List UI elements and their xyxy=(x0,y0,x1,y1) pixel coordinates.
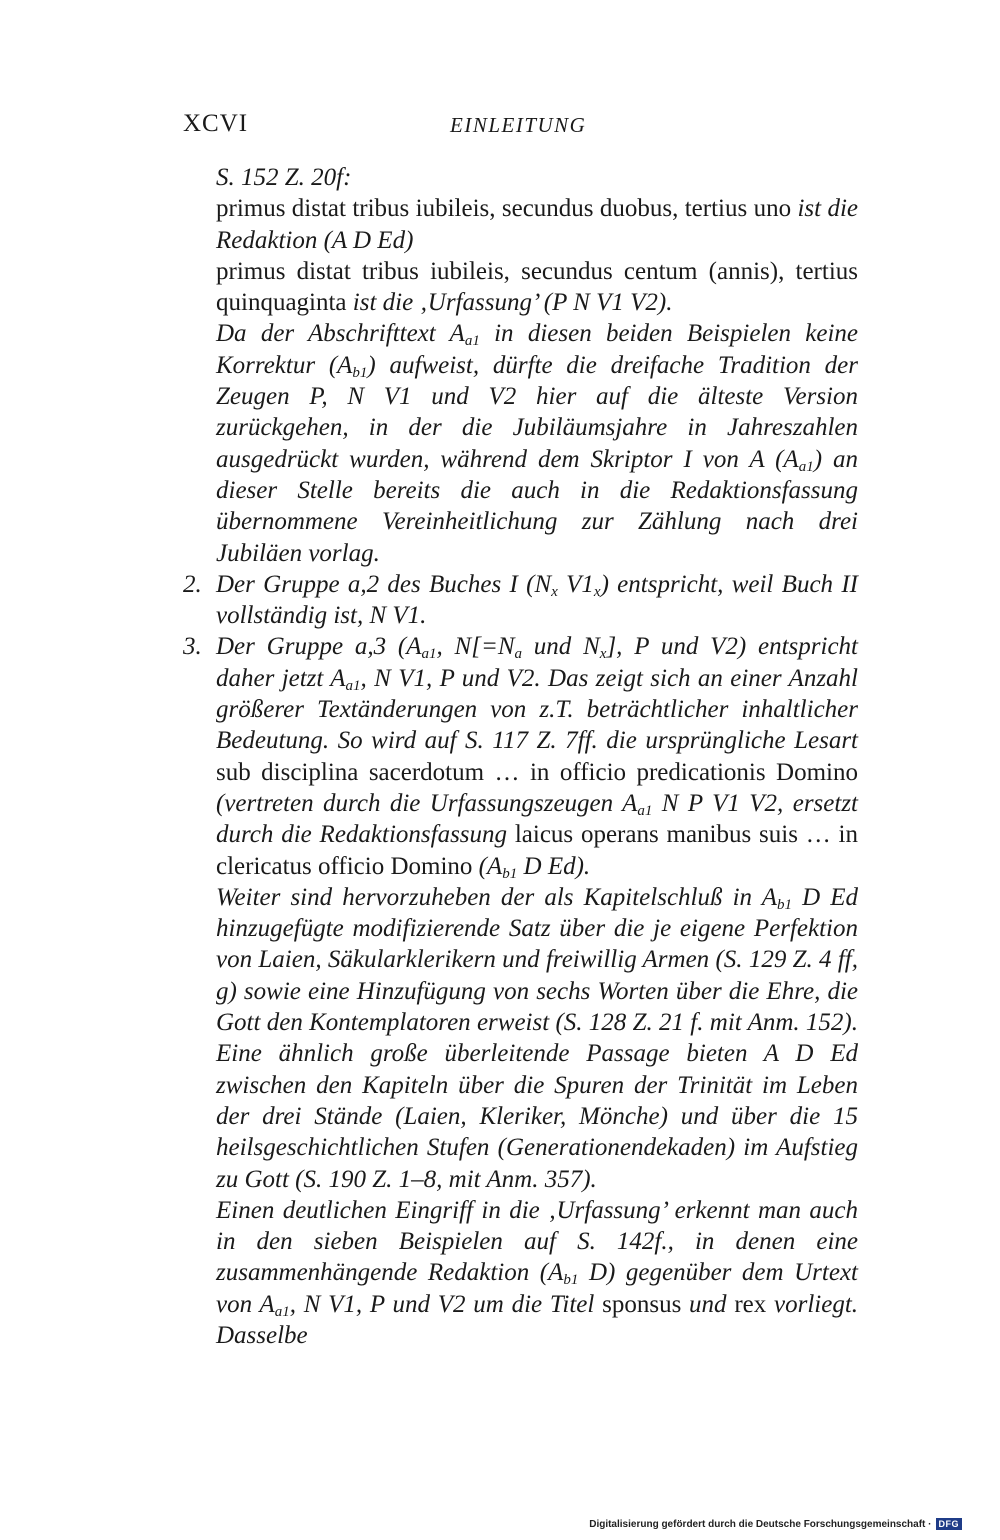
text-span: D Ed). xyxy=(517,852,591,880)
text-span: ], P und V2) entspricht daher jetzt A xyxy=(216,633,858,692)
paragraph-explanation xyxy=(183,318,858,568)
quotation-variant-1 xyxy=(183,193,858,256)
text-span: und xyxy=(681,1290,735,1318)
list-item-3 xyxy=(183,631,858,881)
text-span: (A xyxy=(478,852,503,880)
text-span: Weiter sind hervorzuheben der als Kapitelschluß in A xyxy=(216,883,777,911)
text-run xyxy=(479,853,591,880)
text-span: , N[=N xyxy=(436,633,515,661)
text-span: D Ed hinzugefügte modifizierende Satz über die je eigene Perfektion von Laien, Säkularklerikern und freiwillig Armen (S. 129 Z. 4 ff, g) sowie eine Hinzufügung von sechs Worten über die Ehre, die Gott den Kontemplatoren erweist (S. 128 Z. 21 f. mit Anm. 152). Eine ähnlich große überleitende Passage bieten A D Ed zwischen den Kapiteln über die Spuren der Trinität im Leben der drei Stände (Laien, Kleriker, Mönche) und über die 15 heilsgeschichtlichen Stufen (Generationendekaden) im Aufstieg zu Gott (S. 190 Z. 1–8, mit Anm. 357). xyxy=(216,883,859,1193)
text-span: D) gegenüber dem Urtext von A xyxy=(216,1259,858,1318)
variant-note: ist die ‚Urfassung’ (P N V1 V2). xyxy=(352,289,673,317)
subscript: a1 xyxy=(637,802,653,819)
text-span: V1 xyxy=(557,570,594,598)
text-span: Der Gruppe a,3 (A xyxy=(216,633,422,661)
paragraph-intervention xyxy=(183,1195,858,1351)
text-span: ) an dieser Stelle bereits die auch in die Redaktionsfassung übernommene Vereinheitlichung zur Zählung nach drei Jubiläen vorlag. xyxy=(216,445,858,567)
list-item-2 xyxy=(183,569,858,632)
latin-word: rex xyxy=(734,1290,767,1318)
subscript: a1 xyxy=(345,677,361,694)
subscript: b1 xyxy=(563,1272,579,1289)
page-number: XCVI xyxy=(183,110,249,137)
text-run xyxy=(216,320,858,566)
subscript: x xyxy=(593,583,601,600)
digitization-credit xyxy=(589,1518,962,1530)
text-span: und N xyxy=(522,633,600,661)
variant-note: ist die Redaktion (A D Ed) xyxy=(216,195,858,254)
text-span: ) aufweist, dürfte die dreifache Tradition der Zeugen P, N V1 und V2 hier auf die älteste Version zurückgehen, in der die Jubiläumsjahre in Jahreszahlen ausgedrückt wurden, während dem Skriptor I von A (A xyxy=(216,351,858,473)
text-run xyxy=(216,884,858,1193)
running-head: EINLEITUNG xyxy=(450,113,587,137)
subscript: b1 xyxy=(352,364,368,381)
subscript: x xyxy=(599,646,607,663)
credit-text: Digitalisierung gefördert durch die Deutsche Forschungsgemeinschaft · xyxy=(589,1518,932,1530)
subscript: a1 xyxy=(274,1303,290,1320)
dfg-logo: DFG xyxy=(936,1518,963,1530)
latin-word: sponsus xyxy=(602,1290,682,1318)
list-number: 3. xyxy=(183,633,202,661)
text-span: N P V1 V2, ersetzt durch die Redaktionsfassung xyxy=(216,789,858,849)
text-span: (vertreten durch die Urfassungszeugen A xyxy=(216,789,638,817)
subscript: b1 xyxy=(776,896,792,913)
text-span: , N V1, P und V2. Das zeigt sich an einer Anzahl größerer Textänderungen von z.T. beträchtlicher inhaltlicher Bedeutung. So wird auf S. 117 Z. 7ff. die ursprüngliche Lesart xyxy=(216,664,858,755)
paragraph-further xyxy=(183,882,858,1195)
latin-quote: primus distat tribus iubileis, secundus duobus, tertius uno xyxy=(216,195,798,223)
text-run xyxy=(216,571,858,629)
subscript: a1 xyxy=(798,458,814,475)
text-span: Der Gruppe a,2 des Buches I (N xyxy=(216,570,552,598)
subscript: a1 xyxy=(464,333,480,350)
body-text xyxy=(183,162,858,1351)
subscript: b1 xyxy=(502,865,518,882)
latin-quote: sub disciplina sacerdotum … in officio predicationis Domino xyxy=(216,758,858,786)
text-span: Einen deutlichen Eingriff in die ‚Urfassung’ erkennt man auch in den sieben Beispielen auf S. 142f., in denen eine zusammenhängende Redaktion (A xyxy=(216,1196,858,1287)
text-span: ) entspricht, weil Buch II vollständig ist, N V1. xyxy=(216,570,858,630)
text-span: in diesen beiden Beispielen keine Korrektur (A xyxy=(216,320,859,379)
latin-quote: laicus operans manibus suis … in clericatus officio Domino xyxy=(216,821,858,880)
text-run xyxy=(216,633,858,754)
list-number: 2. xyxy=(183,570,202,598)
subscript: x xyxy=(551,583,558,600)
reference-line xyxy=(183,162,858,193)
latin-quote: primus distat tribus iubileis, secundus centum (annis), tertius quinquaginta xyxy=(216,257,858,317)
reference-text: S. 152 Z. 20f: xyxy=(216,164,352,191)
subscript: a1 xyxy=(421,646,437,663)
text-span: Da der Abschrifttext A xyxy=(216,320,465,348)
text-span: , N V1, P und V2 um die Titel xyxy=(289,1290,603,1318)
subscript: a xyxy=(514,646,522,663)
text-span: vorliegt. Dasselbe xyxy=(216,1290,859,1349)
quotation-variant-2 xyxy=(183,256,858,319)
